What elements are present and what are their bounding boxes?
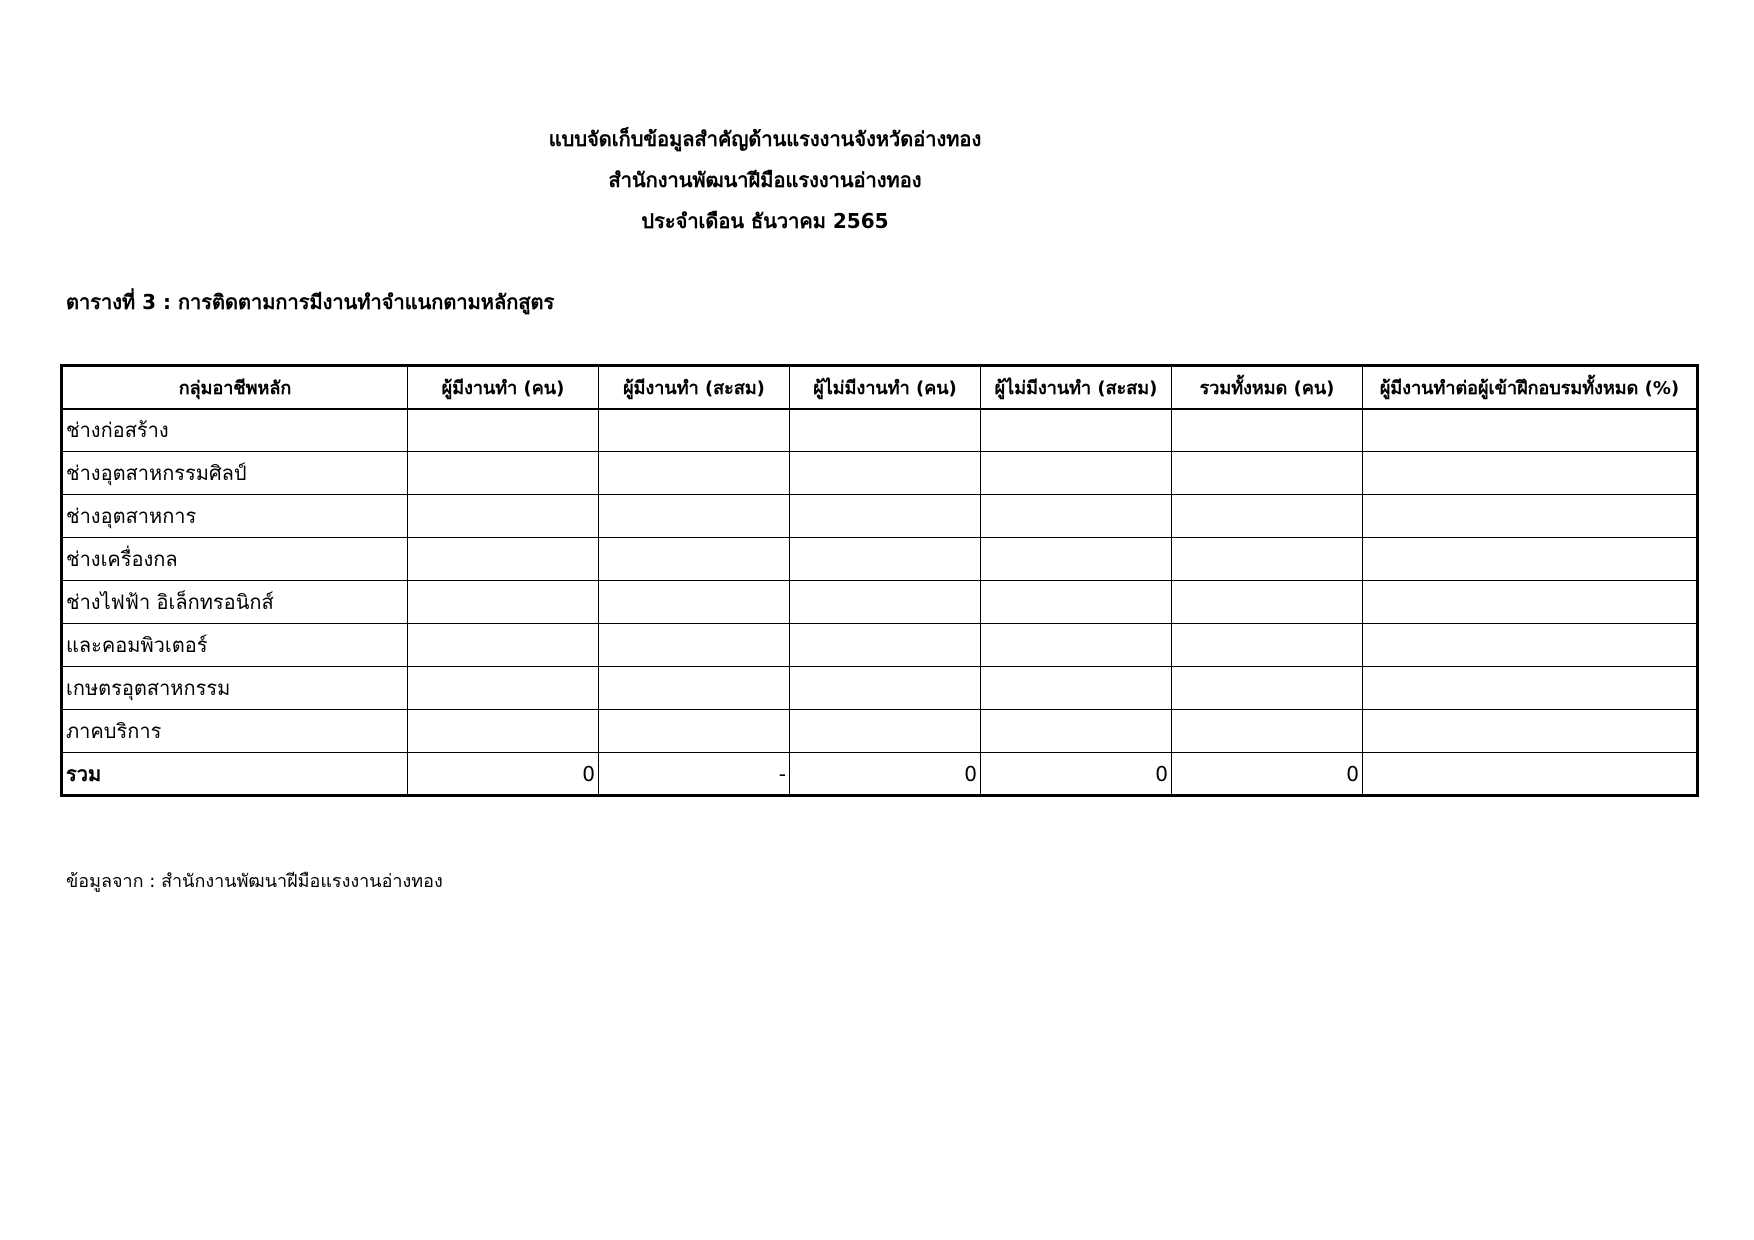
report-period: ประจำเดือน ธันวาคม 2565 <box>641 209 889 233</box>
row-label: ช่างก่อสร้าง <box>62 409 408 452</box>
table-header-row <box>62 366 1698 409</box>
table-cell <box>981 495 1172 538</box>
total-label: รวม <box>62 753 408 796</box>
column-header-employment-percent: ผู้มีงานทำต่อผู้เข้าฝึกอบรมทั้งหมด (%) <box>1363 366 1698 409</box>
row-label: ช่างไฟฟ้า อิเล็กทรอนิกส์ <box>62 581 408 624</box>
table-cell <box>790 452 981 495</box>
row-label: เกษตรอุตสาหกรรม <box>62 667 408 710</box>
total-employment-percent <box>1363 753 1698 796</box>
employment-table-container <box>60 364 1699 797</box>
table-cell <box>599 710 790 753</box>
table-cell <box>408 538 599 581</box>
table-cell <box>790 710 981 753</box>
table-row <box>62 624 1698 667</box>
table-cell <box>599 667 790 710</box>
table-cell <box>1172 452 1363 495</box>
column-header-occupation-group: กลุ่มอาชีพหลัก <box>62 366 408 409</box>
table-cell <box>790 581 981 624</box>
table-row <box>62 538 1698 581</box>
table-cell <box>1172 581 1363 624</box>
column-header-unemployed: ผู้ไม่มีงานทำ (คน) <box>790 366 981 409</box>
table-cell <box>599 581 790 624</box>
table-cell <box>1172 538 1363 581</box>
table-cell <box>599 495 790 538</box>
table-cell <box>1172 710 1363 753</box>
row-label: ช่างอุตสาหการ <box>62 495 408 538</box>
table-cell <box>1363 452 1698 495</box>
table-cell <box>790 409 981 452</box>
table-cell <box>790 667 981 710</box>
total-row <box>62 753 1698 796</box>
data-source-note: ข้อมูลจาก : สำนักงานพัฒนาฝีมือแรงงานอ่างทอง <box>66 871 443 892</box>
table-cell <box>1363 667 1698 710</box>
table-cell <box>1363 495 1698 538</box>
total-grand-total: 0 <box>1172 753 1363 796</box>
table-cell <box>1363 581 1698 624</box>
column-header-employed: ผู้มีงานทำ (คน) <box>408 366 599 409</box>
table-cell <box>981 667 1172 710</box>
table-cell <box>408 710 599 753</box>
column-header-grand-total: รวมทั้งหมด (คน) <box>1172 366 1363 409</box>
document-title: แบบจัดเก็บข้อมูลสำคัญด้านแรงงานจังหวัดอ่างทอง <box>548 127 982 151</box>
table-cell <box>981 538 1172 581</box>
table-cell <box>599 538 790 581</box>
table-cell <box>408 581 599 624</box>
total-employed-cumulative: - <box>599 753 790 796</box>
table-cell <box>981 710 1172 753</box>
table-cell <box>981 581 1172 624</box>
table-cell <box>599 452 790 495</box>
column-header-employed-cumulative: ผู้มีงานทำ (สะสม) <box>599 366 790 409</box>
row-label: ภาคบริการ <box>62 710 408 753</box>
table-cell <box>599 624 790 667</box>
row-label: ช่างอุตสาหกรรมศิลป์ <box>62 452 408 495</box>
table-cell <box>790 624 981 667</box>
row-label: และคอมพิวเตอร์ <box>62 624 408 667</box>
table-cell <box>1363 538 1698 581</box>
table-cell <box>599 409 790 452</box>
table-cell <box>408 667 599 710</box>
table-row <box>62 667 1698 710</box>
employment-table <box>60 364 1699 797</box>
table-cell <box>1172 667 1363 710</box>
table-caption: ตารางที่ 3 : การติดตามการมีงานทำจำแนกตามหลักสูตร <box>66 290 555 314</box>
table-cell <box>981 624 1172 667</box>
total-employed: 0 <box>408 753 599 796</box>
table-row <box>62 581 1698 624</box>
column-header-unemployed-cumulative: ผู้ไม่มีงานทำ (สะสม) <box>981 366 1172 409</box>
table-cell <box>1172 409 1363 452</box>
table-row <box>62 452 1698 495</box>
table-cell <box>1363 409 1698 452</box>
table-cell <box>1172 624 1363 667</box>
table-cell <box>790 495 981 538</box>
table-cell <box>790 538 981 581</box>
table-cell <box>981 452 1172 495</box>
table-cell <box>408 409 599 452</box>
table-row <box>62 409 1698 452</box>
table-cell <box>1363 710 1698 753</box>
table-cell <box>1363 624 1698 667</box>
office-name: สำนักงานพัฒนาฝีมือแรงงานอ่างทอง <box>608 168 922 192</box>
table-row <box>62 710 1698 753</box>
row-label: ช่างเครื่องกล <box>62 538 408 581</box>
table-cell <box>408 495 599 538</box>
total-unemployed: 0 <box>790 753 981 796</box>
table-cell <box>1172 495 1363 538</box>
table-cell <box>408 452 599 495</box>
total-unemployed-cumulative: 0 <box>981 753 1172 796</box>
table-cell <box>408 624 599 667</box>
table-row <box>62 495 1698 538</box>
document-header <box>0 122 1530 245</box>
table-cell <box>981 409 1172 452</box>
